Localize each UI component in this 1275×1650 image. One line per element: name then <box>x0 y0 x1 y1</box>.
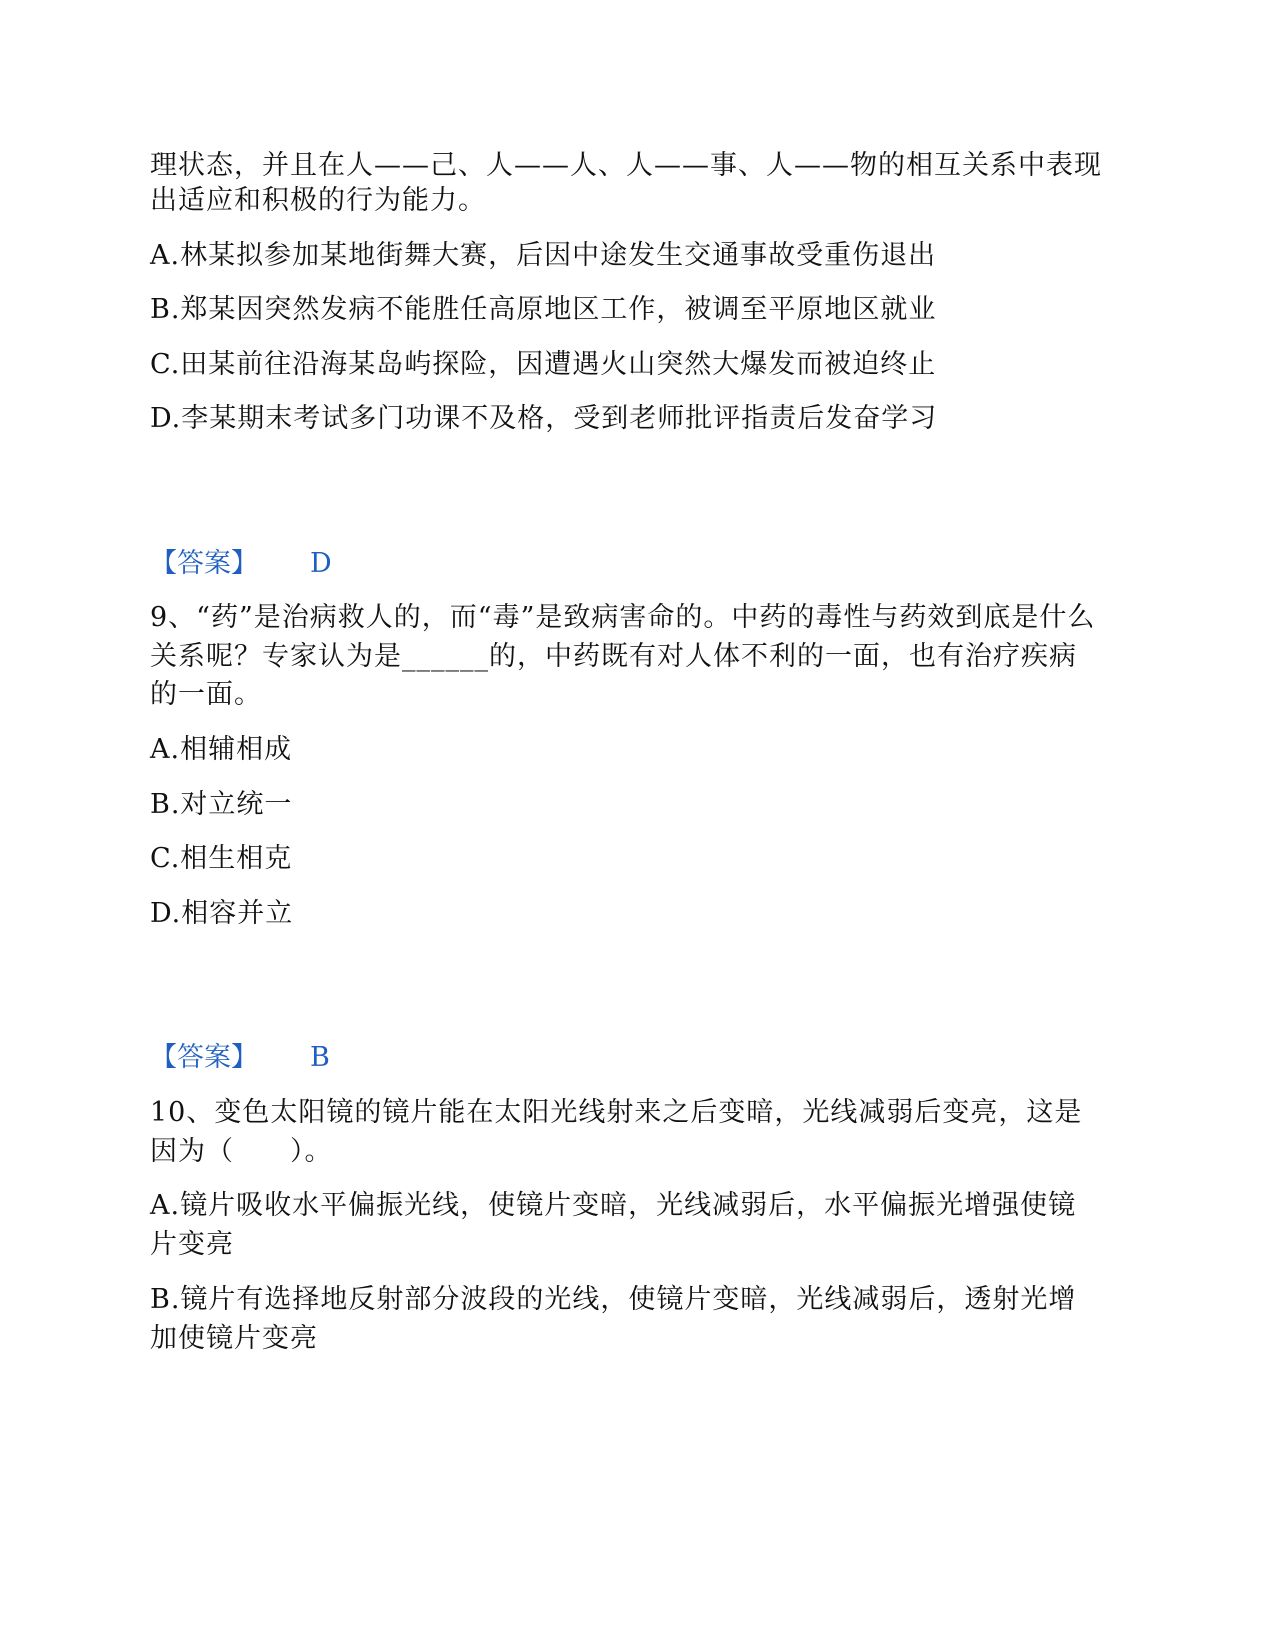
q10-option-a-line-1: A.镜片吸收水平偏振光线，使镜片变暗，光线减弱后，水平偏振光增强使镜 <box>150 1190 1077 1221</box>
q8-option-a: A.林某拟参加某地街舞大赛，后因中途发生交通事故受重伤退出 <box>150 240 937 271</box>
q10-stem-line-1: 10、变色太阳镜的镜片能在太阳光线射来之后变暗，光线减弱后变亮，这是 <box>150 1097 1083 1128</box>
q8-answer-label: 【答案】 <box>150 548 258 579</box>
q8-stem-line-2: 出适应和积极的行为能力。 <box>150 185 486 216</box>
q8-option-d: D.李某期末考试多门功课不及格，受到老师批评指责后发奋学习 <box>150 403 938 434</box>
q9-option-c: C.相生相克 <box>150 843 293 874</box>
q8-option-b: B.郑某因突然发病不能胜任高原地区工作，被调至平原地区就业 <box>150 294 937 325</box>
q9-option-d: D.相容并立 <box>150 898 294 929</box>
q9-answer-label: 【答案】 <box>150 1042 258 1073</box>
q8-answer <box>150 544 332 584</box>
q9-answer-value: B <box>310 1042 330 1073</box>
q10-option-a-line-2: 片变亮 <box>150 1229 234 1260</box>
q9-stem-line-2: 关系呢？专家认为是______的，中药既有对人体不利的一面，也有治疗疾病 <box>150 641 1077 672</box>
q9-option-a: A.相辅相成 <box>150 734 293 765</box>
q10-option-b-line-1: B.镜片有选择地反射部分波段的光线，使镜片变暗，光线减弱后，透射光增 <box>150 1284 1077 1315</box>
q10-stem-line-2: 因为（ ）。 <box>150 1136 333 1167</box>
q10-option-b-line-2: 加使镜片变亮 <box>150 1323 318 1354</box>
q9-answer <box>150 1038 330 1078</box>
q8-answer-value: D <box>310 548 332 579</box>
q9-option-b: B.对立统一 <box>150 789 293 820</box>
q8-option-c: C.田某前往沿海某岛屿探险，因遭遇火山突然大爆发而被迫终止 <box>150 349 937 380</box>
q8-stem-line-1: 理状态，并且在人——己、人——人、人——事、人——物的相互关系中表现 <box>150 150 1102 181</box>
q9-stem-line-1: 9、“药”是治病救人的，而“毒”是致病害命的。中药的毒性与药效到底是什么 <box>150 602 1096 633</box>
q9-stem-line-3: 的一面。 <box>150 679 262 710</box>
